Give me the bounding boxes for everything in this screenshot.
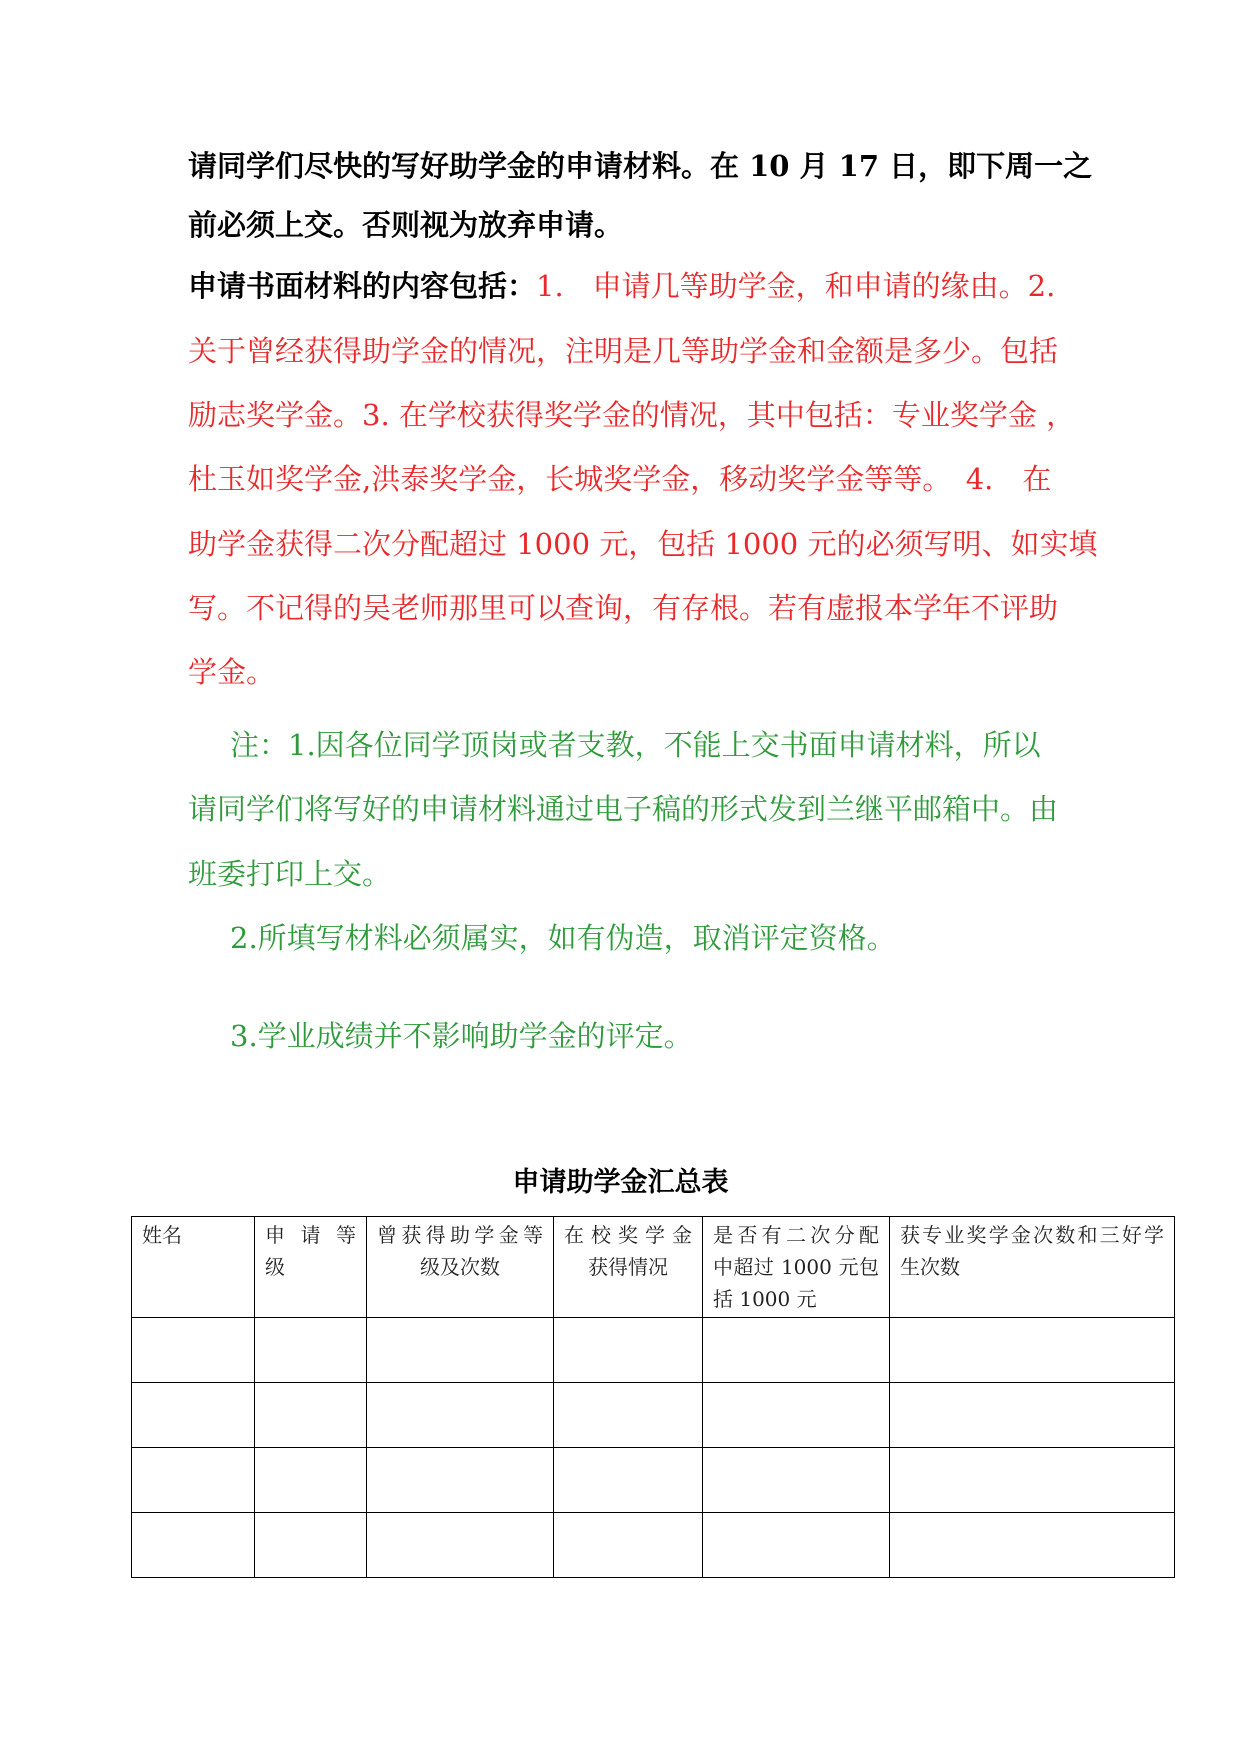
table-header-row (132, 1217, 1175, 1318)
note-3: 3.学业成绩并不影响助学金的评定。 (230, 1019, 693, 1053)
cell-award-counts[interactable] (890, 1318, 1175, 1383)
summary-table (131, 1216, 1175, 1578)
cell-second-distribution[interactable] (703, 1448, 890, 1513)
note-1-line-3: 班委打印上交。 (188, 857, 392, 891)
content-line-4: 杜玉如奖学金,洪泰奖学金，长城奖学金，移动奖学金等等。 4. 在 (188, 462, 1052, 496)
intro-line-1: 请同学们尽快的写好助学金的申请材料。在 10 月 17 日，即下周一之 (188, 149, 1093, 183)
cell-award-counts[interactable] (890, 1513, 1175, 1578)
cell-name[interactable] (132, 1318, 255, 1383)
table-title: 申请助学金汇总表 (512, 1167, 729, 1198)
content-line-7: 学金。 (188, 655, 276, 689)
table-row (132, 1383, 1175, 1448)
cell-prior-grants[interactable] (367, 1383, 554, 1448)
header-second-distribution: 是否有二次分配 中超过 1000 元包 括 1000 元 (703, 1217, 890, 1318)
cell-level[interactable] (255, 1383, 367, 1448)
table-row (132, 1318, 1175, 1383)
header-level: 申 请 等 级 (255, 1217, 367, 1318)
cell-name[interactable] (132, 1513, 255, 1578)
cell-school-scholarship[interactable] (554, 1448, 703, 1513)
cell-second-distribution[interactable] (703, 1383, 890, 1448)
cell-prior-grants[interactable] (367, 1513, 554, 1578)
cell-level[interactable] (255, 1513, 367, 1578)
content-line-1 (188, 266, 1068, 306)
note-1-line-1: 注：1.因各位同学顶岗或者支教，不能上交书面申请材料，所以 (230, 728, 1041, 762)
cell-name[interactable] (132, 1383, 255, 1448)
header-prior-grants: 曾获得助学金等 级及次数 (367, 1217, 554, 1318)
header-name: 姓名 (132, 1217, 255, 1318)
content-line-6: 写。不记得的吴老师那里可以查询，有存根。若有虚报本学年不评助 (188, 591, 1059, 625)
cell-second-distribution[interactable] (703, 1513, 890, 1578)
content-line-3: 励志奖学金。3. 在学校获得奖学金的情况，其中包括：专业奖学金 ， (188, 398, 1076, 432)
cell-level[interactable] (255, 1318, 367, 1383)
cell-second-distribution[interactable] (703, 1318, 890, 1383)
cell-award-counts[interactable] (890, 1383, 1175, 1448)
content-line-5: 助学金获得二次分配超过 1000 元，包括 1000 元的必须写明、如实填 (188, 527, 1098, 561)
cell-school-scholarship[interactable] (554, 1513, 703, 1578)
note-2: 2.所填写材料必须属实，如有伪造，取消评定资格。 (230, 921, 896, 955)
header-award-counts: 获专业奖学金次数和三好学 生次数 (890, 1217, 1175, 1318)
content-line-2: 关于曾经获得助学金的情况，注明是几等助学金和金额是多少。包括 (188, 334, 1059, 368)
content-item-1: 1. 申请几等助学金，和申请的缘由。2. (536, 269, 1056, 303)
cell-prior-grants[interactable] (367, 1448, 554, 1513)
cell-school-scholarship[interactable] (554, 1383, 703, 1448)
table-row (132, 1513, 1175, 1578)
header-school-scholarship: 在 校 奖 学 金 获得情况 (554, 1217, 703, 1318)
table-row (132, 1448, 1175, 1513)
cell-prior-grants[interactable] (367, 1318, 554, 1383)
cell-level[interactable] (255, 1448, 367, 1513)
cell-name[interactable] (132, 1448, 255, 1513)
cell-award-counts[interactable] (890, 1448, 1175, 1513)
cell-school-scholarship[interactable] (554, 1318, 703, 1383)
content-label: 申请书面材料的内容包括： (188, 269, 537, 303)
note-1-line-2: 请同学们将写好的申请材料通过电子稿的形式发到兰继平邮箱中。由 (188, 792, 1059, 826)
intro-line-2: 前必须上交。否则视为放弃申请。 (188, 208, 624, 242)
